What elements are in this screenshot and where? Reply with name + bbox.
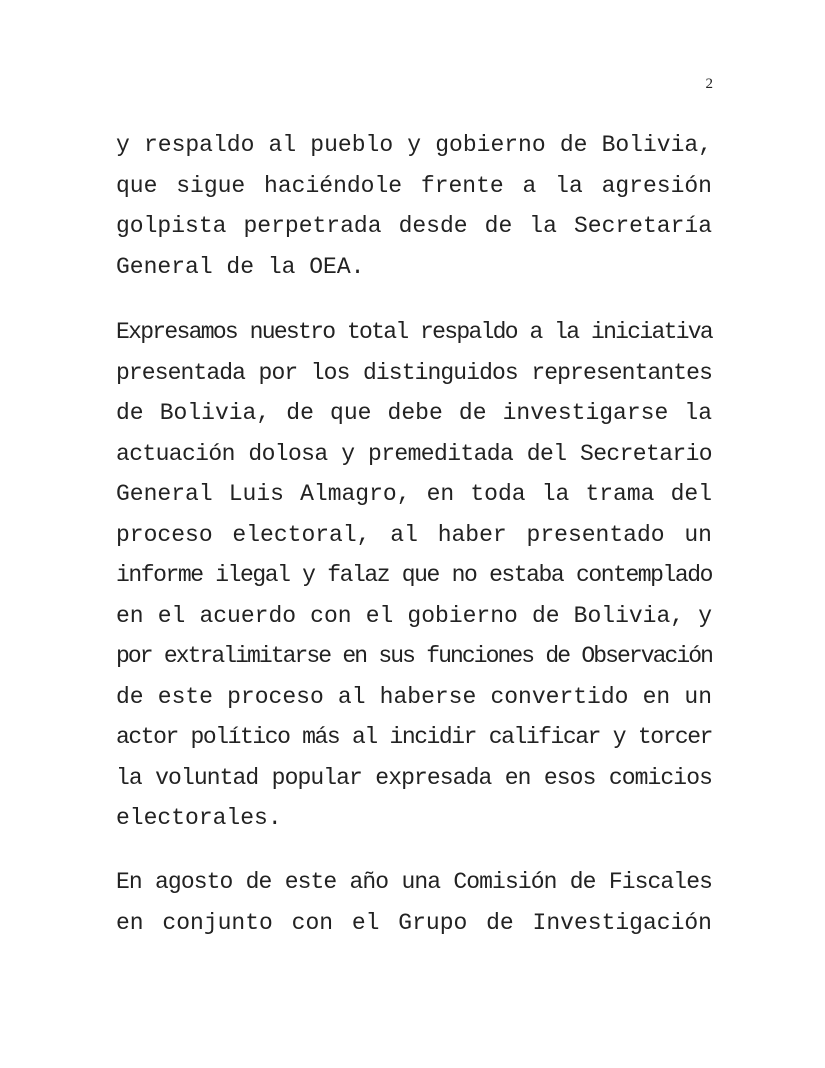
text-line: En agosto de este año una Comisión de Fiscales: [116, 869, 712, 895]
text-line: actuación dolosa y premeditada del Secretario: [116, 440, 712, 467]
text-line: la voluntad popular expresada en esos comicios: [116, 764, 712, 791]
text-line: y respaldo al pueblo y gobierno de Bolivia,: [116, 132, 712, 158]
text-line: en conjunto con el Grupo de Investigación: [116, 909, 712, 936]
text-line: presentada por los distinguidos representantes: [116, 359, 712, 386]
paragraph-2: [116, 312, 712, 839]
text-line: Expresamos nuestro total respaldo a la iniciativa: [116, 319, 712, 345]
paragraph-1: [116, 125, 712, 287]
text-line: General Luis Almagro, en toda la trama del: [116, 481, 712, 507]
text-line: de este proceso al haberse convertido en un: [116, 683, 712, 710]
text-line: de Bolivia, de que debe de investigarse la: [116, 400, 712, 426]
text-line: por extralimitarse en sus funciones de Observación: [116, 643, 712, 669]
text-line: que sigue haciéndole frente a la agresión: [116, 172, 712, 199]
text-line: golpista perpetrada desde de la Secretaría: [116, 213, 712, 239]
text-line: en el acuerdo con el gobierno de Bolivia, y: [116, 602, 712, 629]
text-line: electorales.: [116, 805, 282, 831]
text-line: informe ilegal y falaz que no estaba contemplado: [116, 562, 712, 588]
text-line: proceso electoral, al haber presentado un: [116, 521, 712, 548]
page-number: 2: [705, 76, 713, 92]
text-line: General de la OEA.: [116, 253, 365, 280]
paragraph-3: [116, 862, 712, 943]
text-line: actor político más al incidir calificar y torcer: [116, 724, 712, 750]
